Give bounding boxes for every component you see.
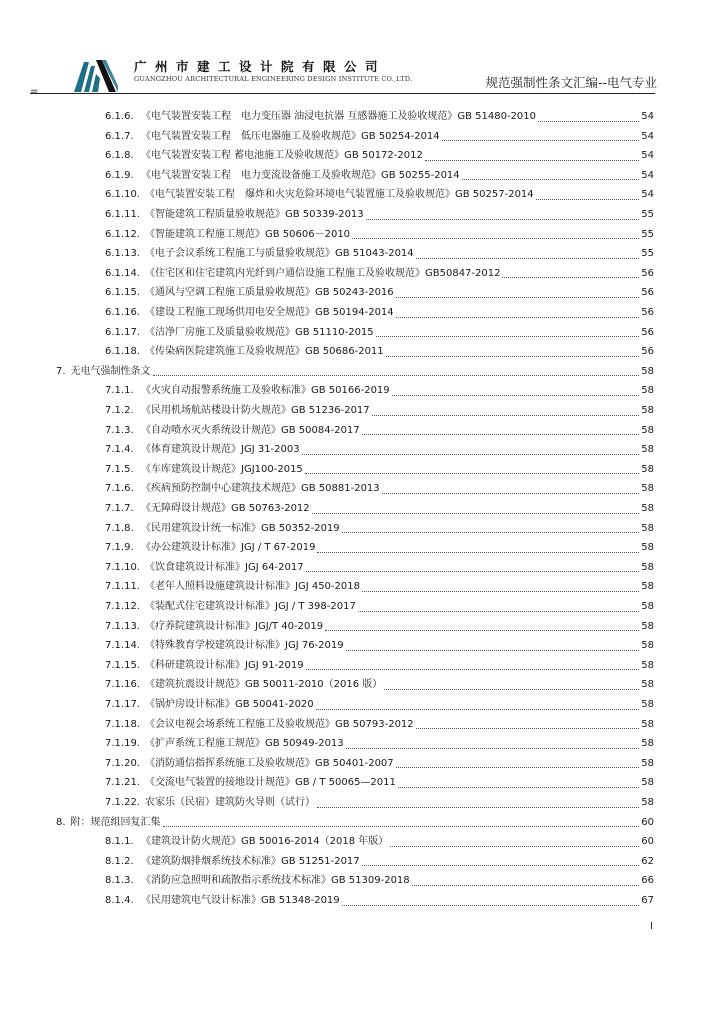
toc-entry-number: 7.1.8. xyxy=(105,522,134,534)
toc-entry-number: 7.1.12. xyxy=(105,601,140,612)
toc-entry[interactable] xyxy=(105,715,654,735)
toc-entry-number: 6.1.6. xyxy=(105,111,134,122)
toc-entry[interactable] xyxy=(105,773,654,793)
toc-entry-page: 56 xyxy=(641,267,654,279)
toc-dot-leader xyxy=(362,865,640,866)
toc-entry-number: 6.1.14. xyxy=(105,267,140,279)
toc-dot-leader xyxy=(342,532,640,533)
toc-dot-leader xyxy=(346,748,640,749)
toc-dot-leader xyxy=(366,219,640,220)
toc-entry-title: 农家乐（民宿）建筑防火导则（试行） xyxy=(145,797,315,808)
company-name-cn: 广州市建工设计院有限公司 xyxy=(134,59,387,74)
toc-entry-title: 《车库建筑设计规范》JGJ100-2015 xyxy=(141,463,303,475)
toc-entry-number: 8.1.1. xyxy=(105,836,134,848)
toc-entry[interactable] xyxy=(105,127,654,147)
toc-entry-title: 《疾病预防控制中心建筑技术规范》GB 50881-2013 xyxy=(141,483,380,495)
toc-entry[interactable] xyxy=(105,205,654,225)
toc-entry-title: 《消防应急照明和疏散指示系统技术标准》GB 51309-2018 xyxy=(141,875,410,887)
toc-entry-page: 58 xyxy=(641,738,654,750)
toc-entry-number: 6.1.16. xyxy=(105,307,140,318)
toc-dot-leader xyxy=(317,807,639,808)
toc-entry[interactable] xyxy=(105,695,654,715)
toc-entry-page: 66 xyxy=(641,875,654,887)
toc-entry-number: 7.1.15. xyxy=(105,659,140,671)
toc-dot-leader xyxy=(362,591,639,592)
toc-entry-page: 58 xyxy=(641,522,654,534)
toc-entry[interactable] xyxy=(105,754,654,774)
toc-entry-page: 54 xyxy=(641,150,654,162)
toc-dot-leader xyxy=(312,513,640,514)
toc-dot-leader xyxy=(442,140,640,141)
toc-entry[interactable] xyxy=(105,283,654,303)
toc-entry-number: 8.1.2. xyxy=(105,855,134,867)
toc-entry-title: 《洁净厂房施工及质量验收规范》GB 51110-2015 xyxy=(145,326,374,338)
toc-entry[interactable] xyxy=(105,793,654,813)
toc-entry-page: 55 xyxy=(641,248,654,260)
toc-entry-title: 《民用建筑电气设计标准》GB 51348-2019 xyxy=(141,895,340,906)
toc-entry-number: 7.1.7. xyxy=(105,503,134,514)
toc-entry-title: 《会议电视会场系统工程施工及验收规范》GB 50793-2012 xyxy=(145,718,414,730)
toc-entry[interactable] xyxy=(105,166,654,186)
toc-entry[interactable] xyxy=(105,597,654,617)
toc-dot-leader xyxy=(412,885,640,886)
toc-entry-title: 《通风与空调工程施工质量验收规范》GB 50243-2016 xyxy=(145,287,394,299)
toc-entry[interactable] xyxy=(105,577,654,597)
toc-entry-title: 《智能建筑工程施工规范》GB 50606－2010 xyxy=(145,228,351,240)
toc-entry[interactable] xyxy=(105,852,654,872)
toc-entry-number: 7.1.21. xyxy=(105,777,140,789)
toc-entry-page: 58 xyxy=(641,542,654,554)
toc-entry[interactable] xyxy=(105,519,654,539)
toc-entry-number: 7.1.6. xyxy=(105,483,134,495)
toc-entry-title: 《交流电气装置的接地设计规范》GB / T 50065—2011 xyxy=(145,777,396,789)
toc-entry[interactable] xyxy=(105,440,654,460)
toc-entry[interactable] xyxy=(105,617,654,637)
toc-entry-page: 58 xyxy=(641,757,654,769)
toc-entry-title: 《无障碍设计规范》GB 50763-2012 xyxy=(141,503,310,514)
toc-dot-leader xyxy=(382,493,640,494)
page-header xyxy=(0,0,724,98)
toc-entry-number: 7.1.10. xyxy=(105,561,140,573)
toc-entry[interactable] xyxy=(105,421,654,441)
toc-entry-number: 7.1.22. xyxy=(105,797,140,808)
toc-dot-leader xyxy=(302,454,640,455)
toc-dot-leader xyxy=(386,356,640,357)
toc-entry-page: 58 xyxy=(641,503,654,514)
toc-entry-number: 7.1.9. xyxy=(105,542,134,554)
toc-entry[interactable] xyxy=(56,362,654,382)
toc-entry-page: 58 xyxy=(641,797,654,808)
toc-entry-title: 《电子会议系统工程施工与质量验收规范》GB 51043-2014 xyxy=(145,248,414,260)
toc-entry-number: 6.1.13. xyxy=(105,248,140,260)
toc-entry[interactable] xyxy=(105,146,654,166)
toc-entry-title: 《扩声系统工程施工规范》GB 50949-2013 xyxy=(145,738,344,750)
toc-entry-title: 《自动喷水灭火系统设计规范》GB 50084-2017 xyxy=(141,424,360,436)
header-divider xyxy=(30,93,655,94)
toc-entry-number: 7.1.11. xyxy=(105,581,140,593)
toc-entry-title: 《装配式住宅建筑设计标准》JGJ / T 398-2017 xyxy=(145,601,356,612)
toc-entry-number: 7.1.2. xyxy=(105,405,134,416)
toc-entry-title: 《建筑抗震设计规范》GB 50011-2010（2016 版） xyxy=(145,679,383,691)
toc-dot-leader xyxy=(384,689,639,690)
toc-entry-number: 7.1.19. xyxy=(105,738,140,750)
toc-entry[interactable] xyxy=(105,675,654,695)
toc-entry-number: 7.1.16. xyxy=(105,679,140,691)
toc-dot-leader xyxy=(425,160,639,161)
toc-dot-leader xyxy=(396,297,640,298)
toc-entry[interactable] xyxy=(105,479,654,499)
toc-entry[interactable] xyxy=(105,891,654,911)
toc-entry-page: 58 xyxy=(641,365,654,377)
toc-entry-number: 6.1.18. xyxy=(105,346,140,358)
toc-entry-number: 8.1.3. xyxy=(105,875,134,887)
toc-entry[interactable] xyxy=(105,323,654,343)
toc-entry-number: 6.1.12. xyxy=(105,228,140,240)
toc-entry[interactable] xyxy=(105,656,654,676)
toc-dot-leader xyxy=(352,238,639,239)
toc-dot-leader xyxy=(392,395,640,396)
toc-dot-leader xyxy=(306,669,640,670)
toc-dot-leader xyxy=(342,905,640,906)
toc-dot-leader xyxy=(305,473,639,474)
toc-entry[interactable] xyxy=(105,107,654,127)
toc-entry-page: 58 xyxy=(641,620,654,632)
toc-entry[interactable] xyxy=(105,636,654,656)
toc-entry-title: 《饮食建筑设计标准》JGJ 64-2017 xyxy=(145,561,304,573)
toc-entry-title: 《住宅区和住宅建筑内光纤到户通信设施工程施工及验收规范》GB50847-2012 xyxy=(145,267,501,279)
toc-entry-title: 无电气强制性条文 xyxy=(70,365,151,377)
toc-entry-title: 《特殊教育学校建筑设计标准》JGJ 76-2019 xyxy=(145,640,344,652)
company-name-en: GUANGZHOU ARCHITECTURAL ENGINEERING DESIGN INSTITUTE CO.,LTD. xyxy=(134,75,413,83)
toc-entry-title: 《老年人照料设施建筑设计标准》JGJ 450-2018 xyxy=(145,581,360,593)
toc-entry-number: 7.1.1. xyxy=(105,385,134,397)
toc-entry-number: 7.1.20. xyxy=(105,757,140,769)
toc-entry-title: 《办公建筑设计标准》JGJ / T 67-2019 xyxy=(141,542,316,554)
toc-entry-number: 7.1.18. xyxy=(105,718,140,730)
toc-entry-page: 56 xyxy=(641,326,654,338)
toc-entry-number: 6.1.7. xyxy=(105,130,134,142)
toc-entry[interactable] xyxy=(105,734,654,754)
toc-entry-page: 60 xyxy=(641,816,654,828)
toc-entry[interactable] xyxy=(105,225,654,245)
toc-entry-page: 54 xyxy=(641,130,654,142)
toc-entry-page: 56 xyxy=(641,346,654,358)
corner-mark: = xyxy=(30,86,39,97)
toc-entry[interactable] xyxy=(105,871,654,891)
toc-entry-number: 7.1.13. xyxy=(105,620,140,632)
toc-entry-number: 6.1.11. xyxy=(105,209,140,220)
toc-entry-title: 《火灾自动报警系统施工及验收标准》GB 50166-2019 xyxy=(141,385,390,397)
toc-dot-leader xyxy=(325,630,639,631)
toc-entry-page: 58 xyxy=(641,444,654,456)
toc-entry-page: 58 xyxy=(641,659,654,671)
toc-entry-title: 《消防通信指挥系统施工及验收规范》GB 50401-2007 xyxy=(145,757,394,769)
toc-entry-page: 56 xyxy=(641,307,654,318)
toc-entry-title: 《智能建筑工程质量验收规范》GB 50339-2013 xyxy=(145,209,364,220)
toc-dot-leader xyxy=(376,336,640,337)
page-number: I xyxy=(650,921,653,932)
toc-entry-number: 6.1.17. xyxy=(105,326,140,338)
toc-entry-title: 《电气装置安装工程 爆炸和火灾危险环境电气装置施工及验收规范》GB 50257-2014 xyxy=(145,189,534,201)
toc-entry-number: 7.1.5. xyxy=(105,463,134,475)
toc-dot-leader xyxy=(502,277,639,278)
toc-entry[interactable] xyxy=(105,185,654,205)
toc-entry-page: 58 xyxy=(641,561,654,573)
toc-entry-page: 58 xyxy=(641,463,654,475)
toc-entry-page: 62 xyxy=(641,855,654,867)
toc-entry-title: 《建筑设计防火规范》GB 50016-2014（2018 年版） xyxy=(141,836,389,848)
toc-entry-page: 58 xyxy=(641,601,654,612)
toc-entry-number: 6.1.8. xyxy=(105,150,134,162)
company-logo-icon xyxy=(72,56,118,92)
toc-dot-leader xyxy=(536,199,640,200)
toc-dot-leader xyxy=(396,317,640,318)
toc-entry-page: 67 xyxy=(641,895,654,906)
toc-entry[interactable] xyxy=(56,813,654,833)
toc-dot-leader xyxy=(396,767,640,768)
toc-entry-title: 《电气装置安装工程 蓄电池施工及验收规范》GB 50172-2012 xyxy=(141,150,423,162)
toc-entry-page: 58 xyxy=(641,699,654,710)
toc-entry-page: 58 xyxy=(641,385,654,397)
toc-entry-page: 58 xyxy=(641,718,654,730)
toc-entry-page: 56 xyxy=(641,287,654,299)
toc-dot-leader xyxy=(358,611,639,612)
toc-entry-page: 58 xyxy=(641,424,654,436)
toc-dot-leader xyxy=(398,787,639,788)
toc-entry-page: 55 xyxy=(641,228,654,240)
toc-entry-title: 《科研建筑设计标准》JGJ 91-2019 xyxy=(145,659,304,671)
toc-entry[interactable] xyxy=(105,342,654,362)
toc-entry-title: 《电气装置安装工程 电力变流设备施工及验收规范》GB 50255-2014 xyxy=(141,169,460,181)
toc-dot-leader xyxy=(462,179,640,180)
toc-entry[interactable] xyxy=(105,401,654,421)
toc-entry-title: 《电气装置安装工程 电力变压器 油浸电抗器 互感器施工及验收规范》GB 51480-2010 xyxy=(141,111,537,122)
toc-entry-page: 54 xyxy=(641,189,654,201)
document-title: 规范强制性条文汇编--电气专业 xyxy=(485,75,657,90)
toc-entry-number: 6.1.15. xyxy=(105,287,140,299)
toc-entry[interactable] xyxy=(105,303,654,323)
toc-dot-leader xyxy=(163,826,640,827)
toc-entry-page: 58 xyxy=(641,405,654,416)
toc-entry-title: 《体育建筑设计规范》JGJ 31-2003 xyxy=(141,444,300,456)
toc-entry[interactable] xyxy=(105,499,654,519)
toc-dot-leader xyxy=(372,415,640,416)
toc-entry-title: 《疗养院建筑设计标准》JGJ/T 40-2019 xyxy=(145,620,324,632)
toc-dot-leader xyxy=(362,434,640,435)
toc-entry-number: 8.1.4. xyxy=(105,895,134,906)
toc-entry-page: 58 xyxy=(641,679,654,691)
toc-entry-page: 54 xyxy=(641,111,654,122)
toc-entry-title: 《传染病医院建筑施工及验收规范》GB 50686-2011 xyxy=(145,346,384,358)
toc-entry-number: 7.1.17. xyxy=(105,699,140,710)
toc-dot-leader xyxy=(416,728,640,729)
toc-entry-title: 《建筑防烟排烟系统技术标准》GB 51251-2017 xyxy=(141,855,360,867)
toc-entry-number: 6.1.9. xyxy=(105,169,134,181)
toc-entry[interactable] xyxy=(105,244,654,264)
toc-entry-title: 附：规范组回复汇集 xyxy=(70,816,161,828)
toc-entry[interactable] xyxy=(105,381,654,401)
toc-dot-leader xyxy=(306,571,640,572)
toc-entry-page: 58 xyxy=(641,581,654,593)
toc-entry-number: 6.1.10. xyxy=(105,189,140,201)
toc-entry[interactable] xyxy=(105,558,654,578)
toc-dot-leader xyxy=(153,375,640,376)
toc-entry-page: 58 xyxy=(641,640,654,652)
toc-entry-number: 7. xyxy=(56,365,66,377)
toc-dot-leader xyxy=(538,121,639,122)
toc-entry-title: 《民用建筑设计统一标准》GB 50352-2019 xyxy=(141,522,340,534)
toc-entry-page: 54 xyxy=(641,169,654,181)
toc-dot-leader xyxy=(416,258,640,259)
toc-entry-title: 《民用机场航站楼设计防火规范》GB 51236-2017 xyxy=(141,405,370,416)
toc-entry-number: 7.1.3. xyxy=(105,424,134,436)
toc-entry-page: 55 xyxy=(641,209,654,220)
toc-entry[interactable] xyxy=(105,264,654,284)
toc-entry[interactable] xyxy=(105,538,654,558)
toc-dot-leader xyxy=(317,552,639,553)
toc-entry-title: 《电气装置安装工程 低压电器施工及验收规范》GB 50254-2014 xyxy=(141,130,440,142)
toc-entry-number: 7.1.14. xyxy=(105,640,140,652)
toc-entry-title: 《建设工程施工现场供用电安全规范》GB 50194-2014 xyxy=(145,307,394,318)
toc-entry[interactable] xyxy=(105,832,654,852)
toc-entry-number: 8. xyxy=(56,816,66,828)
toc-entry[interactable] xyxy=(105,460,654,480)
toc-entry-page: 60 xyxy=(641,836,654,848)
toc-entry-page: 58 xyxy=(641,777,654,789)
toc-entry-number: 7.1.4. xyxy=(105,444,134,456)
toc-dot-leader xyxy=(390,846,639,847)
toc-entry-page: 58 xyxy=(641,483,654,495)
toc-dot-leader xyxy=(346,650,640,651)
toc-dot-leader xyxy=(316,709,640,710)
toc-entry-title: 《锅炉房设计标准》GB 50041-2020 xyxy=(145,699,314,710)
